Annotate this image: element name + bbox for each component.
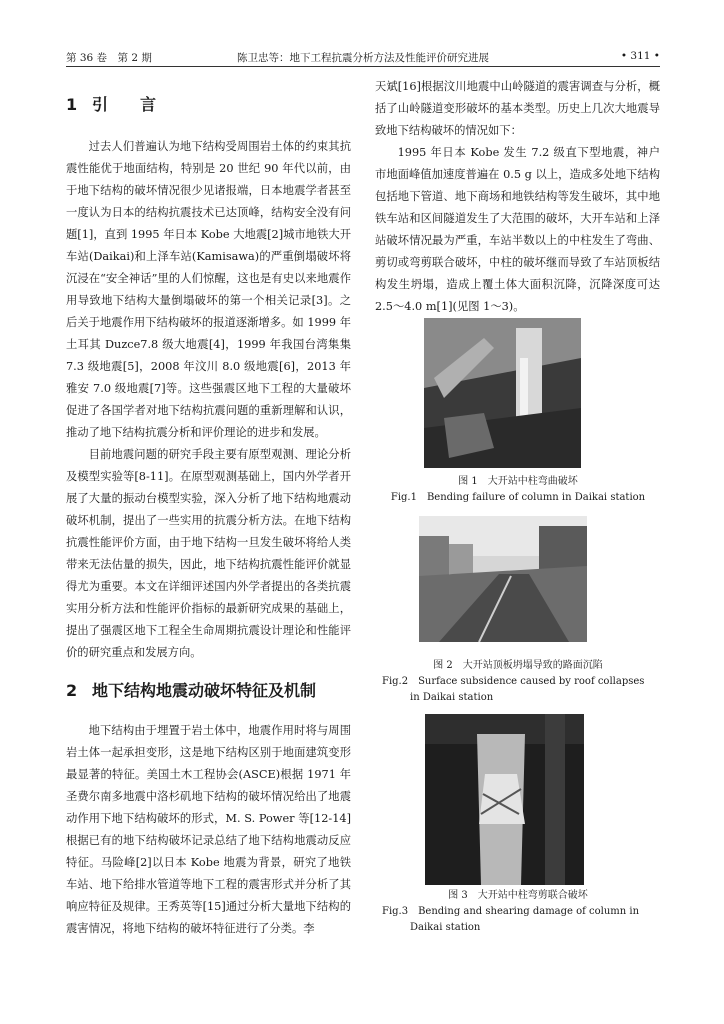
figure-2-photo bbox=[419, 516, 587, 642]
section-1-paragraph-2: 目前地震问题的研究手段主要有原型观测、理论分析及模型实验等[8-11]。在原型观测基础上，国内外学者开展了大量的振动台模型实验，深入分析了地下结构地震动破坏机制，提出了一些实用的抗震分析方法。在地下结构抗震性能评价方面，由于地下结构一旦发生破坏将给人类带来无法估量的损失，因此，地下结构抗震性能评价就显得尤为重要。本文在详细评述国内外学者提出的各类抗震实用分析方法和性能评价指标的最新研究成果的基础上，提出了强震区地下工程全生命周期抗震设计理论和性能评价的研究重点和发展方向。 bbox=[66, 448, 351, 659]
section-2-paragraph-2: 1995 年日本 Kobe 发生 7.2 级直下型地震，神户市地面峰值加速度普遍在 0.5 g 以上，造成多处地下结构包括地下管道、地下商场和地铁结构等发生破坏，其中地铁车站和区间隧道发生了大范围的破坏，大开车站和上泽站破坏情况最为严重，车站半数以上的中柱发生了弯曲、剪切或弯剪联合破坏，中柱的破坏继而导致了车站顶板结构发生坍塌，造成上覆土体大面积沉降，沉降深度可达 2.5～4.0 m[1](见图 1～3)。 bbox=[375, 146, 660, 313]
figure-3-photo bbox=[425, 714, 584, 885]
figure-3-caption-en: Fig.3 Bending and shearing damage of column in Daikai station bbox=[382, 906, 640, 933]
figure-2-caption-cn: 图 2 大开站顶板坍塌导致的路面沉陷 bbox=[433, 660, 603, 671]
figure-1-caption-cn: 图 1 大开站中柱弯曲破坏 bbox=[458, 476, 578, 487]
right-column bbox=[375, 76, 660, 318]
figure-1-caption-en: Fig.1 Bending failure of column in Daikai station bbox=[390, 492, 646, 503]
figure-1-caption bbox=[380, 474, 656, 506]
section-1-paragraph-1: 过去人们普遍认为地下结构受周围岩土体的约束其抗震性能优于地面结构，特别是 20 世纪 90 年代以前，由于地下结构的破坏情况很少见诸报端，日本地震学者甚至一度认为日本的结构抗震技术已达顶峰，结构安全没有问题[1]，直到 1995 年日本 Kobe 大地震[2]城市地铁大开车站(Daikai)和上泽车站(Kamisawa)的严重倒塌破坏将沉浸在“安全神话”里的人们惊醒，这也是有史以来地震作用导致地下结构大量倒塌破坏的第一个相关记录[3]。之后关于地震作用下结构破坏的报道逐渐增多。如 1999 年土耳其 Duzce7.8 级大地震[4]，1999 年我国台湾集集 7.3 级地震[5]，2008 年汶川 8.0 级地震[6]，2013 年雅安 7.0 级地震[7]等。这些强震区地下工程的大量破坏促进了各国学者对地下结构抗震问题的重新理解和认识，推动了地下结构抗震分析和评价理论的进步和发展。 bbox=[66, 140, 351, 439]
section-1-heading bbox=[66, 92, 351, 118]
section-2-paragraph-1: 地下结构由于埋置于岩土体中，地震作用时将与周围岩土体一起承担变形，这是地下结构区别于地面建筑变形最显著的特征。美国土木工程协会(ASCE)根据 1971 年圣费尔南多地震中洛杉矶地下结构的破坏情况给出了地震动作用下地下结构破坏的形式，M. S. Power 等[12-14]根据已有的地下结构破坏记录总结了地下结构地震动反应特征。马险峰[2]以日本 Kobe 地震为背景，研究了地铁车站、地下给排水管道等地下工程的震害形式并分析了其响应特征及规律。王秀英等[15]通过分析大量地下结构的震害情况，将地下结构的破坏特征进行了分类。李 bbox=[66, 724, 351, 935]
figure-3-caption-cn: 图 3 大开站中柱弯剪联合破坏 bbox=[448, 890, 588, 901]
figure-2-caption bbox=[380, 658, 656, 706]
page-number: • 311 • bbox=[620, 50, 660, 62]
section-1-number: 1 bbox=[66, 95, 86, 114]
header-rule bbox=[66, 66, 660, 67]
section-2-paragraph-1-continued: 天斌[16]根据汶川地震中山岭隧道的震害调查与分析，概括了山岭隧道变形破坏的基本类型。历史上几次大地震导致地下结构破坏的情况如下： bbox=[375, 80, 660, 137]
running-header bbox=[66, 48, 660, 66]
figure-2-caption-en: Fig.2 Surface subsidence caused by roof collapses in Daikai station bbox=[382, 676, 645, 703]
journal-volume: 第 36 卷 第 2 期 bbox=[66, 52, 152, 64]
figure-3-caption bbox=[380, 888, 656, 936]
figure-1-photo bbox=[424, 318, 581, 468]
left-column bbox=[66, 92, 351, 940]
running-title: 陈卫忠等：地下工程抗震分析方法及性能评价研究进展 bbox=[237, 52, 489, 64]
section-2-heading bbox=[66, 678, 351, 704]
section-2-title: 地下结构地震动破坏特征及机制 bbox=[92, 681, 317, 700]
section-1-title: 引 言 bbox=[92, 95, 165, 114]
section-2-number: 2 bbox=[66, 681, 78, 700]
